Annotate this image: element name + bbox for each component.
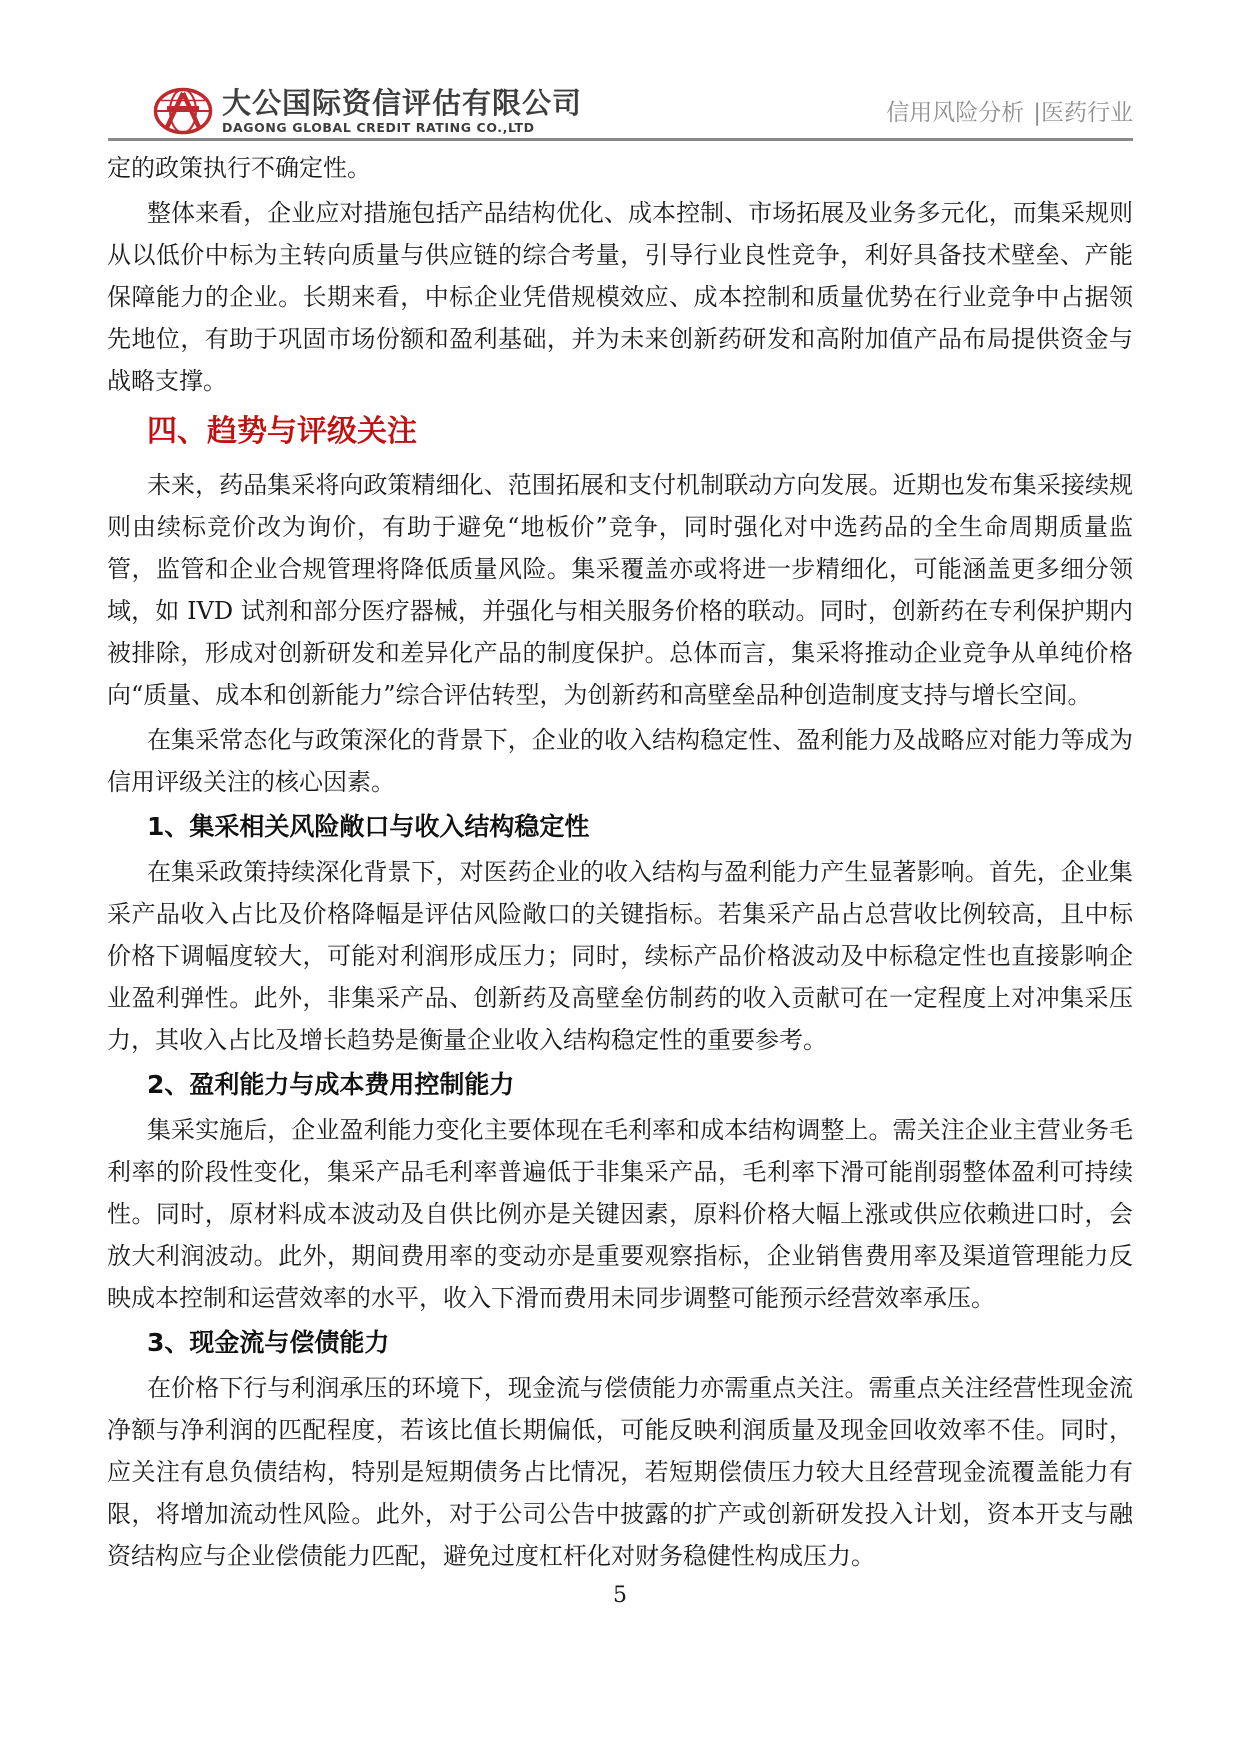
header-doc-type: 信用风险分析 [886,100,1025,126]
para-procurement-risk: 在集采政策持续深化背景下，对医药企业的收入结构与盈利能力产生显著影响。首先，企业集采产品收入占比及价格降幅是评估风险敞口的关键指标。若集采产品占总营收比例较高，且中标价格下调幅度较大，可能对利润形成压力；同时，续标产品价格波动及中标稳定性也直接影响企业盈利弹性。此外，非集采产品、创新药及高壁垒仿制药的收入贡献可在一定程度上对冲集采压力，其收入占比及增长趋势是衡量企业收入结构稳定性的重要参考。 [107,858,1133,1054]
para-cashflow-solvency: 在价格下行与利润承压的环境下，现金流与偿债能力亦需重点关注。需重点关注经营性现金流净额与净利润的匹配程度，若该比值长期偏低，可能反映利润质量及现金回收效率不佳。同时，应关注有息负债结构，特别是短期债务占比情况，若短期偿债压力较大且经营现金流覆盖能力有限，将增加流动性风险。此外，对于公司公告中披露的扩产或创新研发投入计划，资本开支与融资结构应与企业偿债能力匹配，避免过度杠杆化对财务稳健性构成压力。 [107,1374,1133,1570]
subheading-profitability-cost: 2、盈利能力与成本费用控制能力 [147,1070,515,1099]
company-name-cn: 大公国际资信评估有限公司 [222,86,583,120]
subheading-cashflow-solvency: 3、现金流与偿债能力 [147,1328,390,1357]
para-profitability-cost: 集采实施后，企业盈利能力变化主要体现在毛利率和成本结构调整上。需关注企业主营业务毛利率的阶段性变化，集采产品毛利率普遍低于非集采产品，毛利率下滑可能削弱整体盈利可持续性。同时，原材料成本波动及自供比例亦是关键因素，原料价格大幅上涨或供应依赖进口时，会放大利润波动。此外，期间费用率的变动亦是重要观察指标，企业销售费用率及渠道管理能力反映成本控制和运营效率的水平，收入下滑而费用未同步调整可能预示经营效率承压。 [107,1116,1133,1312]
page-number: 5 [613,1583,627,1608]
section-title-trends-rating: 四、趋势与评级关注 [147,414,417,449]
header-separator: | [1033,100,1041,126]
para-future-outlook: 未来，药品集采将向政策精细化、范围拓展和支付机制联动方向发展。近期也发布集采接续规则由续标竞价改为询价，有助于避免“地板价”竞争，同时强化对中选药品的全生命周期质量监管，监管和企业合规管理将降低质量风险。集采覆盖亦或将进一步精细化，可能涵盖更多细分领域，如 IVD 试剂和部分医疗器械，并强化与相关服务价格的联动。同时，创新药在专利保护期内被排除，形成对创新研发和差异化产品的制度保护。总体而言，集采将推动企业竞争从单纯价格向“质量、成本和创新能力”综合评估转型，为创新药和高壁垒品种创造制度支持与增长空间。 [107,471,1133,709]
company-name-block [222,87,582,135]
header-report-label [886,94,1133,127]
para-credit-focus-background: 在集采常态化与政策深化的背景下，企业的收入结构稳定性、盈利能力及战略应对能力等成为信用评级关注的核心因素。 [107,726,1133,796]
document-body [107,147,1133,1611]
para-overall-view: 整体来看，企业应对措施包括产品结构优化、成本控制、市场拓展及业务多元化，而集采规则从以低价中标为主转向质量与供应链的综合考量，引导行业良性竞争，利好具备技术壁垒、产能保障能力的企业。长期来看，中标企业凭借规模效应、成本控制和质量优势在行业竞争中占据领先地位，有助于巩固市场份额和盈利基础，并为未来创新药研发和高附加值产品布局提供资金与战略支撑。 [107,199,1133,395]
subheading-procurement-risk: 1、集采相关风险敞口与收入结构稳定性 [147,812,590,841]
para-policy-uncertainty: 定的政策执行不确定性。 [107,154,371,182]
header-industry: 医药行业 [1041,100,1133,126]
header-divider [108,138,1133,141]
company-name-en: DAGONG GLOBAL CREDIT RATING CO.,LTD [222,120,535,135]
dagong-globe-logo-icon [153,85,213,137]
